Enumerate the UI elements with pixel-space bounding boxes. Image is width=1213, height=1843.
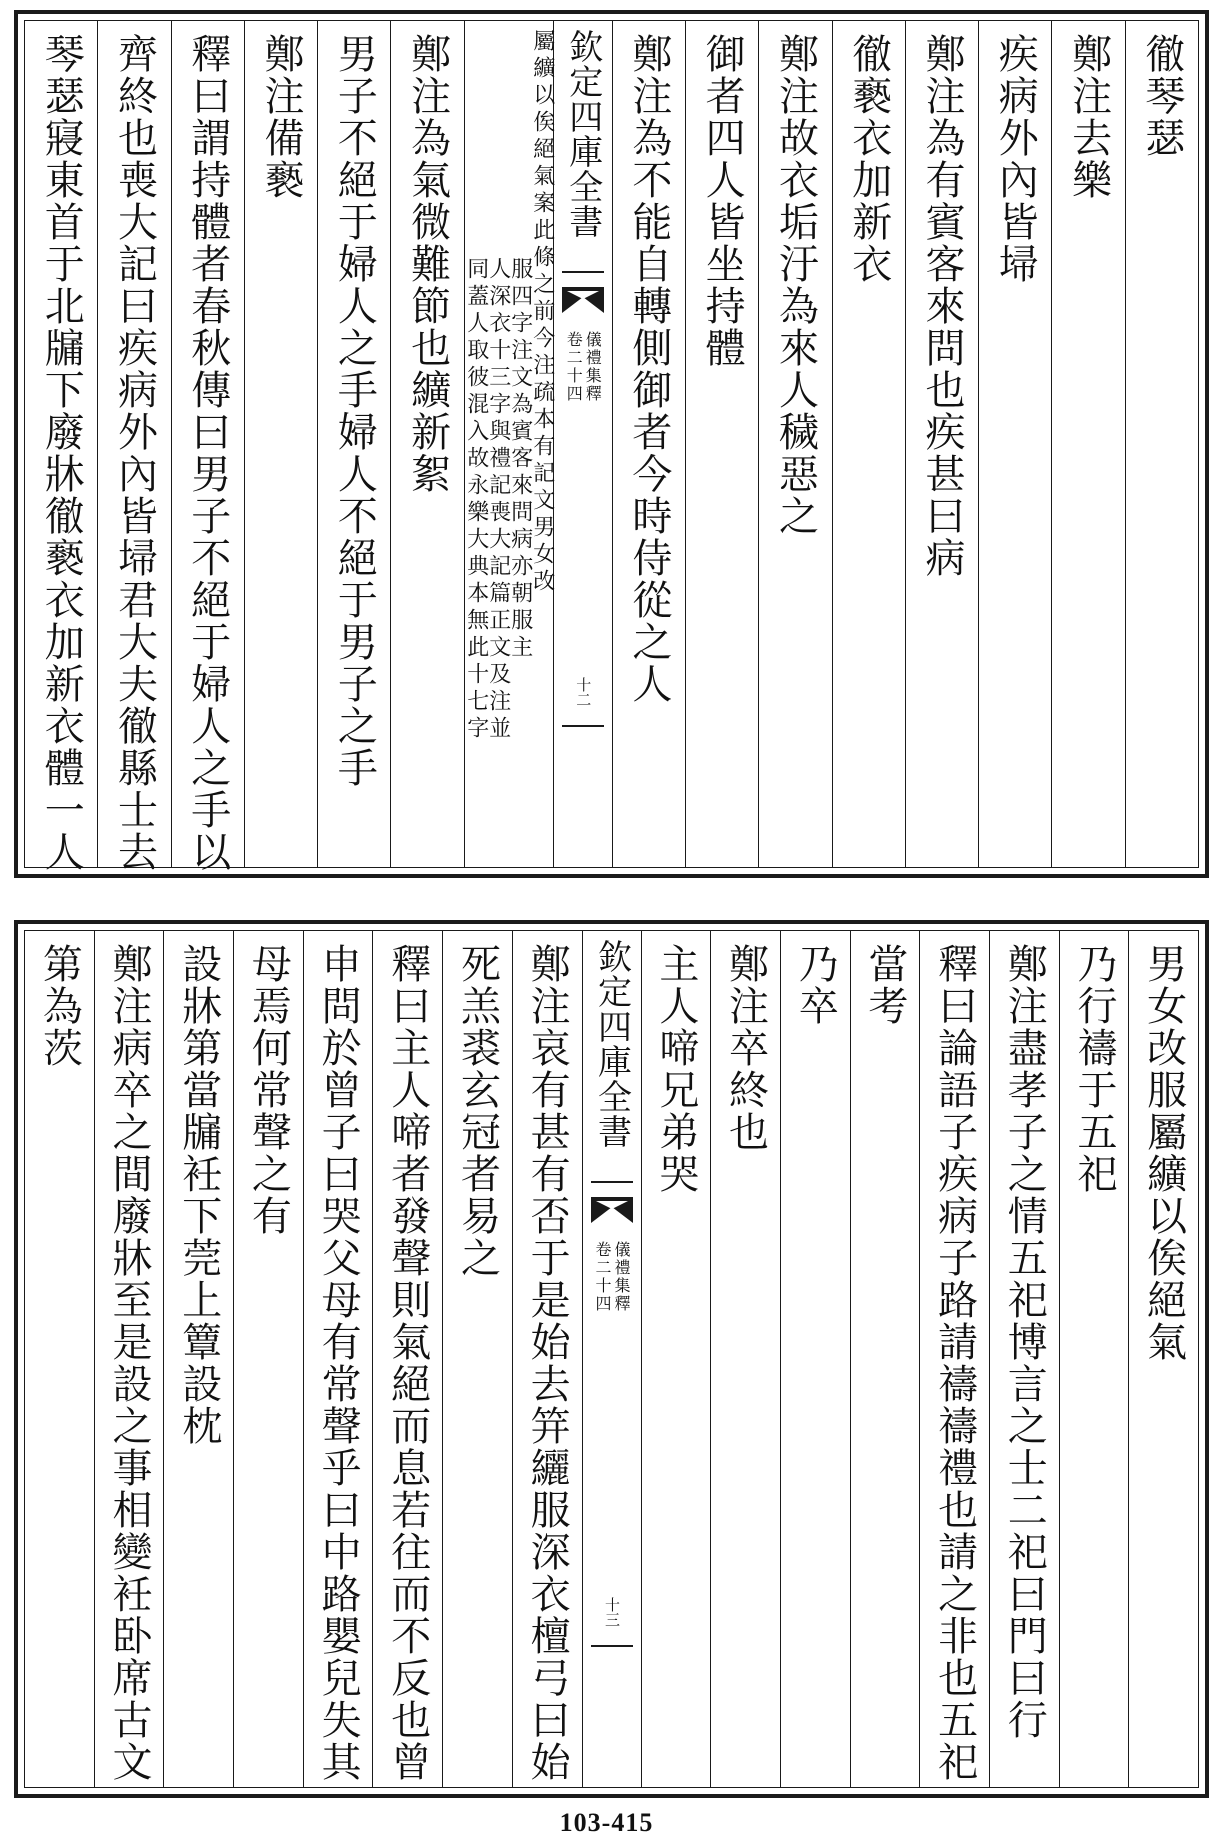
- center-fold-column: [553, 21, 612, 867]
- center-fold-column: [582, 931, 641, 1787]
- note-line: 服四字注文為賓客來問病亦朝服主: [507, 257, 533, 662]
- text-column: 釋曰主人啼者發聲則氣絕而息若往而不反也曾: [372, 931, 442, 1787]
- text-column: 鄭注盡孝子之情五祀博言之士二祀曰門曰行: [989, 931, 1059, 1787]
- text-column: 鄭注為不能自轉側御者今時侍從之人: [612, 21, 685, 867]
- text-column: 申問於曾子曰哭父母有常聲乎曰中路嬰兒失其: [303, 931, 373, 1787]
- fold-rule: [562, 725, 604, 727]
- text-column: 設牀第當牖衽下莞上簟設枕: [163, 931, 233, 1787]
- text-column: 鄭注去樂: [1051, 21, 1124, 867]
- page-bottom-inner-frame: [24, 930, 1199, 1788]
- fold-rule: [591, 1181, 633, 1183]
- text-column: 乃卒: [780, 931, 850, 1787]
- folio-number: 十二: [574, 677, 593, 707]
- text-column: 齊終也喪大記曰疾病外內皆埽君大夫徹縣士去: [97, 21, 170, 867]
- collection-title: 欽定四庫全書: [591, 939, 632, 1149]
- text-column: 死羔裘玄冠者易之: [442, 931, 512, 1787]
- collection-title: 欽定四庫全書: [562, 29, 603, 239]
- volume-label: 卷二十四: [564, 331, 584, 403]
- note-line: 屬纊以俟絕氣案此條之前今注疏本有記文男女改: [529, 29, 555, 596]
- page-bottom-frame: [14, 920, 1209, 1798]
- fold-rule: [562, 271, 604, 273]
- text-column: 鄭注哀有甚有否于是始去笄纚服深衣檀弓曰始: [512, 931, 582, 1787]
- text-column: 男子不絕于婦人之手婦人不絕于男子之手: [317, 21, 390, 867]
- volume-label: 卷二十四: [593, 1241, 612, 1313]
- text-column: 釋曰謂持體者春秋傳曰男子不絕于婦人之手以: [171, 21, 244, 867]
- text-column: 主人啼兄弟哭: [641, 931, 711, 1787]
- text-column: 當考: [850, 931, 920, 1787]
- fold-rule: [591, 1645, 633, 1647]
- text-column: 徹褻衣加新衣: [832, 21, 905, 867]
- text-column: 鄭注備褻: [244, 21, 317, 867]
- book-title: 儀禮集釋: [583, 331, 603, 403]
- text-column: 乃行禱于五祀: [1059, 931, 1129, 1787]
- text-column: 徹琴瑟: [1125, 21, 1198, 867]
- fishtail-mark-icon: [562, 283, 604, 317]
- text-column: 男女改服屬纊以俟絕氣: [1128, 931, 1198, 1787]
- book-title: 儀禮集釋: [612, 1241, 631, 1313]
- folio-number: 十三: [603, 1597, 621, 1627]
- fishtail-mark-icon: [591, 1193, 633, 1227]
- book-info: [564, 331, 603, 403]
- text-column: 琴瑟寢東首于北牖下廢牀徹褻衣加新衣體一人: [38, 33, 85, 873]
- text-column: 鄭注為有賓客來問也疾甚曰病: [905, 21, 978, 867]
- text-column: 鄭注故衣垢汙為來人穢惡之: [758, 21, 831, 867]
- note-line: 人深衣十三字與禮記喪大記篇正文及注並: [485, 257, 511, 743]
- text-column: 疾病外內皆埽: [978, 21, 1051, 867]
- page-top-columns: [25, 21, 1198, 873]
- page-bottom-columns: [25, 931, 1198, 1787]
- text-column: 鄭注病卒之間廢牀至是設之事相變衽卧席古文: [94, 931, 164, 1787]
- small-note-column: [464, 21, 553, 867]
- text-column: 釋曰論語子疾病子路請禱禱禮也請之非也五祀: [919, 931, 989, 1787]
- note-line: 同蓋人取彼混入故永樂大典本無此十七字: [463, 257, 489, 743]
- text-column: 第為茨: [36, 943, 83, 1069]
- page-number: 103-415: [559, 1808, 654, 1837]
- text-column: 鄭注卒終也: [710, 931, 780, 1787]
- text-column: 御者四人皆坐持體: [685, 21, 758, 867]
- text-column: 母焉何常聲之有: [233, 931, 303, 1787]
- page-top-frame: [14, 10, 1209, 878]
- page-top-inner-frame: [24, 20, 1199, 873]
- book-info: [594, 1241, 629, 1313]
- text-column: 鄭注為氣微難節也纊新絮: [390, 21, 463, 867]
